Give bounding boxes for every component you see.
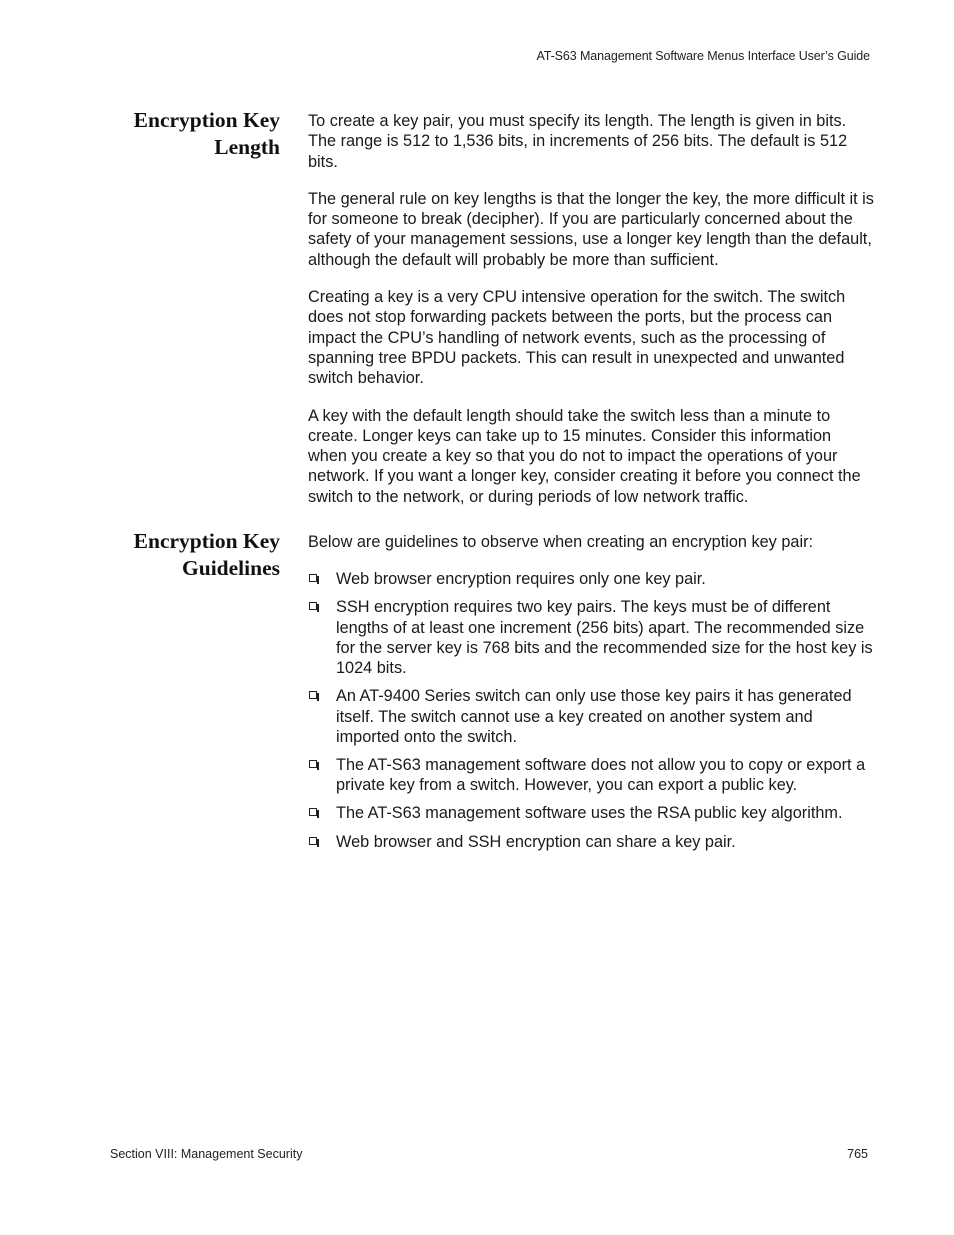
list-item <box>308 686 874 747</box>
paragraph: The general rule on key lengths is that the longer the key, the more difficult it is for someone to break (decipher). If you are particularly concerned about the safety of your management sessions, use a longer key length than the default, although the default will probably be more than sufficient. <box>308 189 874 269</box>
section-body <box>308 111 874 524</box>
checkbox-bullet-icon <box>309 837 317 845</box>
section-heading <box>60 528 280 582</box>
list-item-text: An AT-9400 Series switch can only use those key pairs it has generated itself. The switch cannot use a key created on another system and imported onto the switch. <box>336 687 852 746</box>
checkbox-bullet-icon <box>309 808 317 816</box>
list-item <box>308 755 874 796</box>
section-heading-line: Encryption Key <box>133 108 280 132</box>
list-item-text: Web browser encryption requires only one key pair. <box>336 570 706 589</box>
list-item <box>308 569 874 589</box>
running-header: AT-S63 Management Software Menus Interface User’s Guide <box>536 49 870 63</box>
checkbox-bullet-icon <box>309 760 317 768</box>
paragraph: Creating a key is a very CPU intensive operation for the switch. The switch does not stop forwarding packets between the ports, but the process can impact the CPU’s handling of network events, such as the processing of spanning tree BPDU packets. This can result in unexpected and unwanted switch behavior. <box>308 288 846 388</box>
paragraph: Below are guidelines to observe when creating an encryption key pair: <box>308 533 814 551</box>
paragraph: A key with the default length should take the switch less than a minute to create. Longer keys can take up to 15 minutes. Consider this information when you create a key so that you do not to impact the operations of your network. If you want a longer key, consider creating it before you connect the switch to the network, or during periods of low network traffic. <box>308 406 861 506</box>
section-heading <box>60 107 280 161</box>
section-heading-line: Encryption Key <box>133 529 280 553</box>
list-item <box>308 803 874 823</box>
list-item-text: The AT-S63 management software uses the RSA public key algorithm. <box>336 804 843 823</box>
checkbox-bullet-icon <box>309 602 317 610</box>
list-item-text: SSH encryption requires two key pairs. The keys must be of different lengths of at least one increment (256 bits) apart. The recommended size for the server key is 768 bits and the recommended size for the host key is 1024 bits. <box>336 598 873 678</box>
list-item <box>308 832 874 852</box>
footer-section-title: Section VIII: Management Security <box>110 1147 303 1161</box>
guidelines-list <box>308 569 874 852</box>
section-body <box>308 532 874 860</box>
list-item-text: Web browser and SSH encryption can share a key pair. <box>336 832 736 851</box>
list-item <box>308 597 874 678</box>
section-heading-line: Length <box>214 135 280 159</box>
checkbox-bullet-icon <box>309 574 317 582</box>
list-item-text: The AT-S63 management software does not allow you to copy or export a private key from a switch. However, you can export a public key. <box>336 756 866 795</box>
footer-page-number: 765 <box>847 1147 868 1161</box>
section-heading-line: Guidelines <box>182 556 280 580</box>
paragraph: To create a key pair, you must specify its length. The length is given in bits. The range is 512 to 1,536 bits, in increments of 256 bits. The default is 512 bits. <box>308 112 848 171</box>
checkbox-bullet-icon <box>309 691 317 699</box>
